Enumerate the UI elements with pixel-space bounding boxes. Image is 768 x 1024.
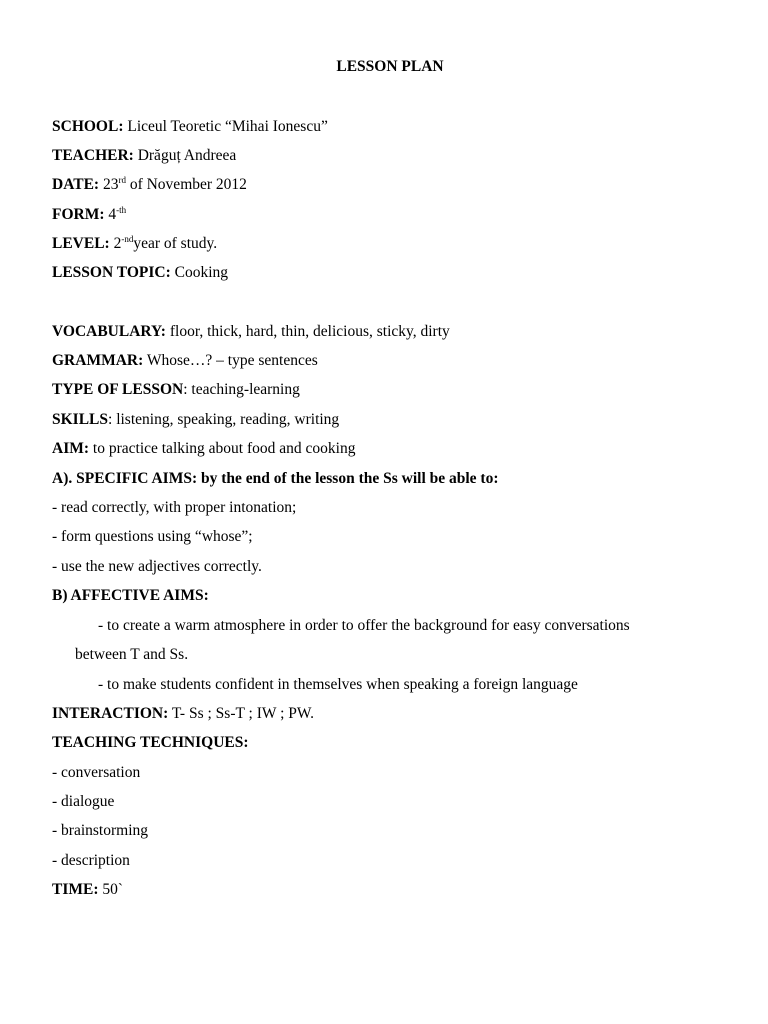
affective-aims-heading: B) AFFECTIVE AIMS: — [52, 587, 209, 604]
lesson-topic-line — [52, 263, 228, 283]
specific-aim-item: - use the new adjectives correctly. — [52, 558, 262, 575]
vocabulary-label: VOCABULARY: — [52, 323, 166, 340]
aim-value: to practice talking about food and cooking — [92, 440, 356, 457]
interaction-value: T- Ss ; Ss-T ; IW ; PW. — [171, 705, 314, 722]
date-day: 23 — [102, 176, 119, 193]
skills-value: : listening, speaking, reading, writing — [108, 411, 340, 428]
skills-label: SKILLS — [52, 411, 109, 428]
technique-item: - conversation — [52, 764, 141, 781]
level-rest: year of study. — [133, 235, 218, 252]
page-title: LESSON PLAN — [336, 58, 444, 75]
school-label: SCHOOL: — [52, 118, 124, 135]
grammar-label: GRAMMAR: — [52, 352, 144, 369]
skills-line — [52, 410, 339, 430]
teacher-label: TEACHER: — [52, 147, 134, 164]
form-label: FORM: — [52, 206, 105, 223]
level-value: 2 — [113, 235, 122, 252]
technique-item: - dialogue — [52, 793, 115, 810]
type-of-lesson-value: : teaching-learning — [183, 381, 300, 398]
type-of-lesson-line — [52, 380, 300, 400]
lesson-topic-label: LESSON TOPIC: — [52, 264, 171, 281]
teaching-techniques-heading: TEACHING TECHNIQUES: — [52, 734, 249, 751]
affective-aim-item-continuation: between T and Ss. — [75, 646, 189, 663]
aim-line — [52, 439, 355, 459]
date-line — [52, 175, 247, 195]
form-line — [52, 205, 126, 225]
time-label: TIME: — [52, 881, 99, 898]
time-line — [52, 880, 123, 900]
date-label: DATE: — [52, 176, 100, 193]
grammar-value: Whose…? – type sentences — [146, 352, 318, 369]
lesson-topic-value: Cooking — [174, 264, 229, 281]
form-value: 4 — [108, 206, 117, 223]
date-rest: of November 2012 — [129, 176, 247, 193]
interaction-line — [52, 704, 314, 724]
grammar-line — [52, 351, 318, 371]
school-value: Liceul Teoretic “Mihai Ionescu” — [127, 118, 328, 135]
interaction-label: INTERACTION: — [52, 705, 169, 722]
affective-aim-item: - to make students confident in themselves when speaking a foreign language — [98, 676, 578, 693]
vocabulary-line — [52, 322, 450, 342]
vocabulary-value: floor, thick, hard, thin, delicious, sticky, dirty — [169, 323, 450, 340]
level-suffix: -nd — [121, 234, 134, 244]
technique-item: - brainstorming — [52, 822, 148, 839]
level-line — [52, 234, 217, 254]
technique-item: - description — [52, 852, 130, 869]
specific-aim-item: - read correctly, with proper intonation; — [52, 499, 297, 516]
specific-aims-heading: A). SPECIFIC AIMS: by the end of the lesson the Ss will be able to: — [52, 470, 499, 487]
affective-aim-item: - to create a warm atmosphere in order to offer the background for easy conversations — [98, 617, 630, 634]
school-line — [52, 117, 328, 137]
form-suffix: -th — [116, 205, 127, 215]
teacher-value: Drăguț Andreea — [137, 147, 237, 164]
aim-label: AIM: — [52, 440, 90, 457]
teacher-line — [52, 146, 236, 166]
date-suffix: rd — [118, 175, 126, 185]
type-of-lesson-label: TYPE OF LESSON — [52, 381, 184, 398]
time-value: 50` — [102, 881, 124, 898]
specific-aim-item: - form questions using “whose”; — [52, 528, 253, 545]
level-label: LEVEL: — [52, 235, 110, 252]
